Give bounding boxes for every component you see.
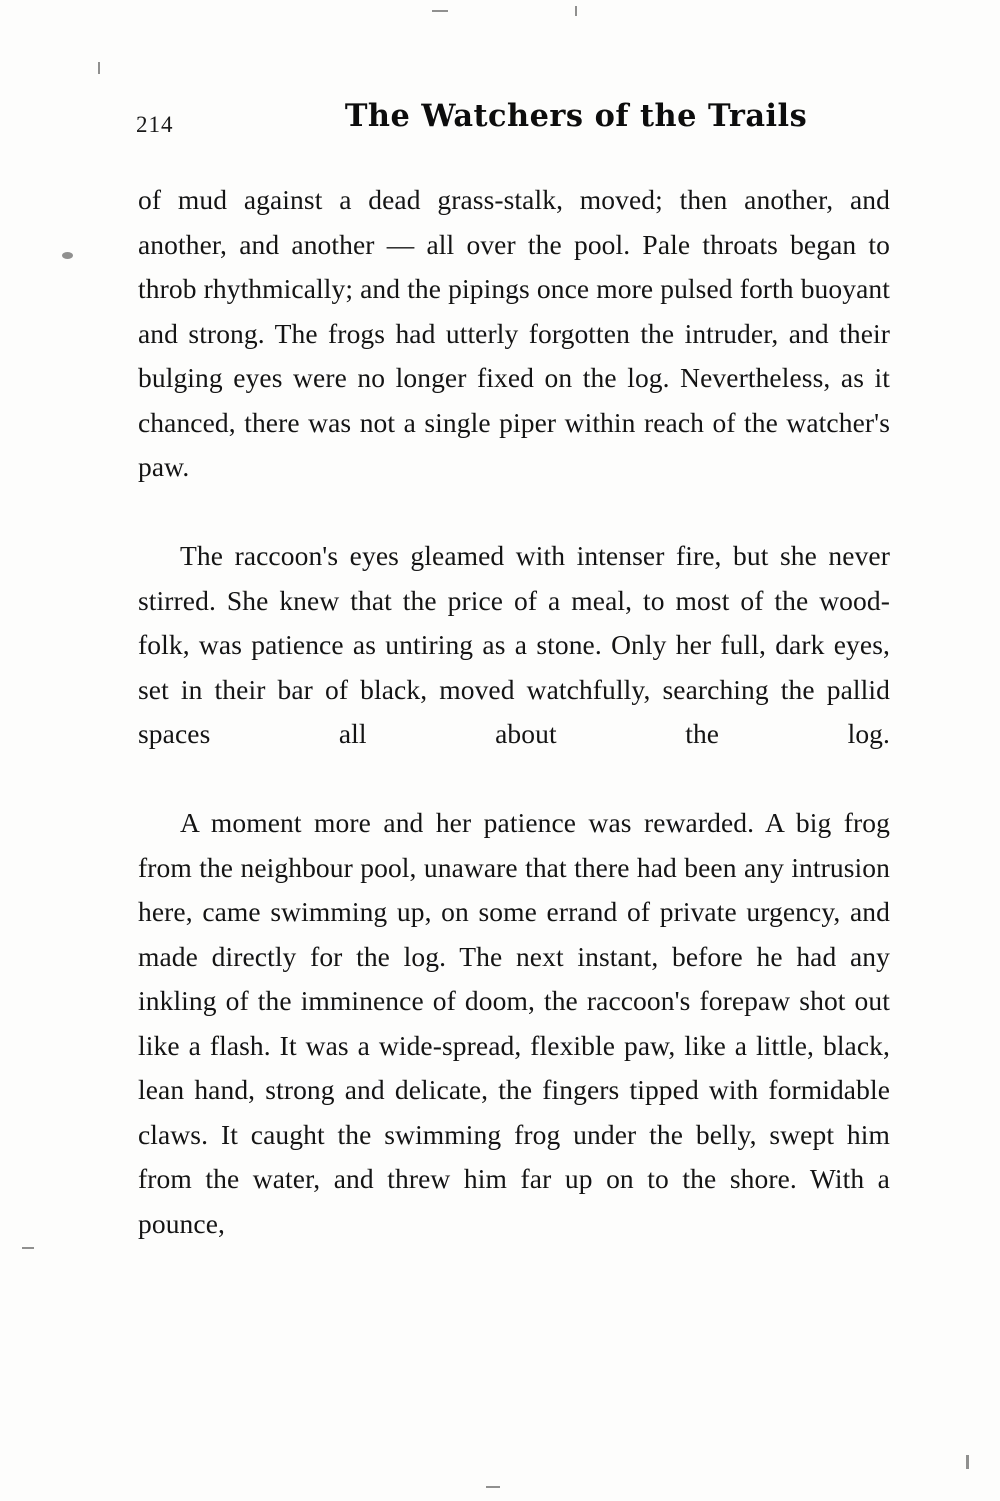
scan-artifact-top-right [575, 6, 577, 16]
paragraph: of mud against a dead grass-stalk, moved; then another, and another, and another — all over the pool. Pale throats began to throb rhythmically; and the pipings once more pulsed forth buoyant and strong. The frogs had utterly forgotten the intruder, and their bulging eyes were no longer fixed on the log. Nevertheless, as it chanced, there was not a single piper within reach of the watcher's paw. [138, 184, 890, 482]
paragraph: A moment more and her patience was rewarded. A big frog from the neighbour pool, unaware that there had been any intrusion here, came swimming up, on some errand of private urgency, and made directly for the log. The next instant, before he had any inkling of the imminence of doom, the raccoon's forepaw shot out like a flash. It was a wide-spread, flexible paw, like a little, black, lean hand, strong and delicate, the fingers tipped with formidable claws. It caught the swimming frog under the belly, swept him from the water, and threw him far up on to the shore. With a pounce, [138, 807, 890, 1239]
page-header [136, 98, 896, 148]
paragraph: The raccoon's eyes gleamed with intenser fire, but she never stirred. She knew that the price of a meal, to most of the wood-folk, was patience as untiring as a stone. Only her full, dark eyes, set in their bar of black, moved watchfully, searching the pallid spaces all about the log. [138, 540, 890, 749]
page-body [138, 178, 890, 1246]
page-number: 214 [136, 112, 174, 137]
running-title: The Watchers of the Trails [344, 98, 808, 134]
scan-artifact-left-dash [22, 1247, 34, 1249]
scan-artifact-bottom-right [966, 1455, 969, 1469]
scan-artifact-top-left [432, 10, 448, 12]
scan-artifact-left-dot [62, 252, 73, 259]
scan-artifact-left-tick [98, 62, 100, 74]
scan-artifact-bottom-center [486, 1486, 500, 1488]
